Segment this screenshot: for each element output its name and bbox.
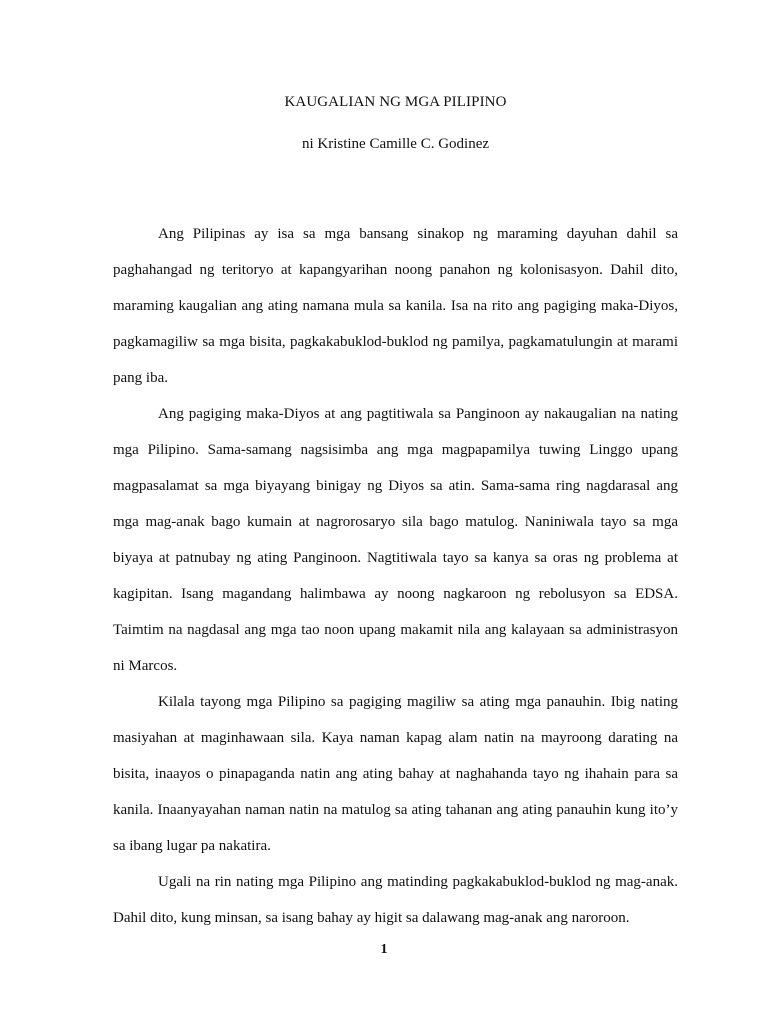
paragraph-2: Ang pagiging maka-Diyos at ang pagtitiwala sa Panginoon ay nakaugalian na nating mga Pilipino. Sama-samang nagsisimba ang mga magpapamilya tuwing Linggo upang magpasalamat sa mga biyayang binigay ng Diyos sa atin. Sama-sama ring nagdarasal ang mga mag-anak bago kumain at nagrorosaryo sila bago matulog. Naniniwala tayo sa mga biyaya at patnubay ng ating Panginoon. Nagtitiwala tayo sa kanya sa oras ng problema at kagipitan. Isang magandang halimbawa ay noong nagkaroon ng rebolusyon sa EDSA. Taimtim na nagdasal ang mga tao noon upang makamit nila ang kalayaan sa administrasyon ni Marcos. xyxy=(113,406,678,674)
paragraph-1: Ang Pilipinas ay isa sa mga bansang sinakop ng maraming dayuhan dahil sa paghahangad ng teritoryo at kapangyarihan noong panahon ng kolonisasyon. Dahil dito, maraming kaugalian ang ating namana mula sa kanila. Isa na rito ang pagiging maka-Diyos, pagkamagiliw sa mga bisita, pagkakabuklod-buklod ng pamilya, pagkamatulungin at marami pang iba. xyxy=(113,226,678,386)
document-body xyxy=(113,216,678,936)
document-author: ni Kristine Camille C. Godinez xyxy=(301,136,490,152)
page-number: 1 xyxy=(380,942,388,957)
paragraph-3: Kilala tayong mga Pilipino sa pagiging magiliw sa ating mga panauhin. Ibig nating masiyahan at maginhawaan sila. Kaya naman kapag alam natin na mayroong darating na bisita, inaayos o pinapaganda natin ang ating bahay at naghahanda tayo ng ihahain para sa kanila. Inaanyayahan naman natin na matulog sa ating tahanan ang ating panauhin kung ito’y sa ibang lugar pa nakatira. xyxy=(113,694,678,854)
document-title: KAUGALIAN NG MGA PILIPINO xyxy=(284,94,507,110)
paragraph-4: Ugali na rin nating mga Pilipino ang matinding pagkakabuklod-buklod ng mag-anak. Dahil dito, kung minsan, sa isang bahay ay higit sa dalawang mag-anak ang naroroon. xyxy=(113,874,678,926)
